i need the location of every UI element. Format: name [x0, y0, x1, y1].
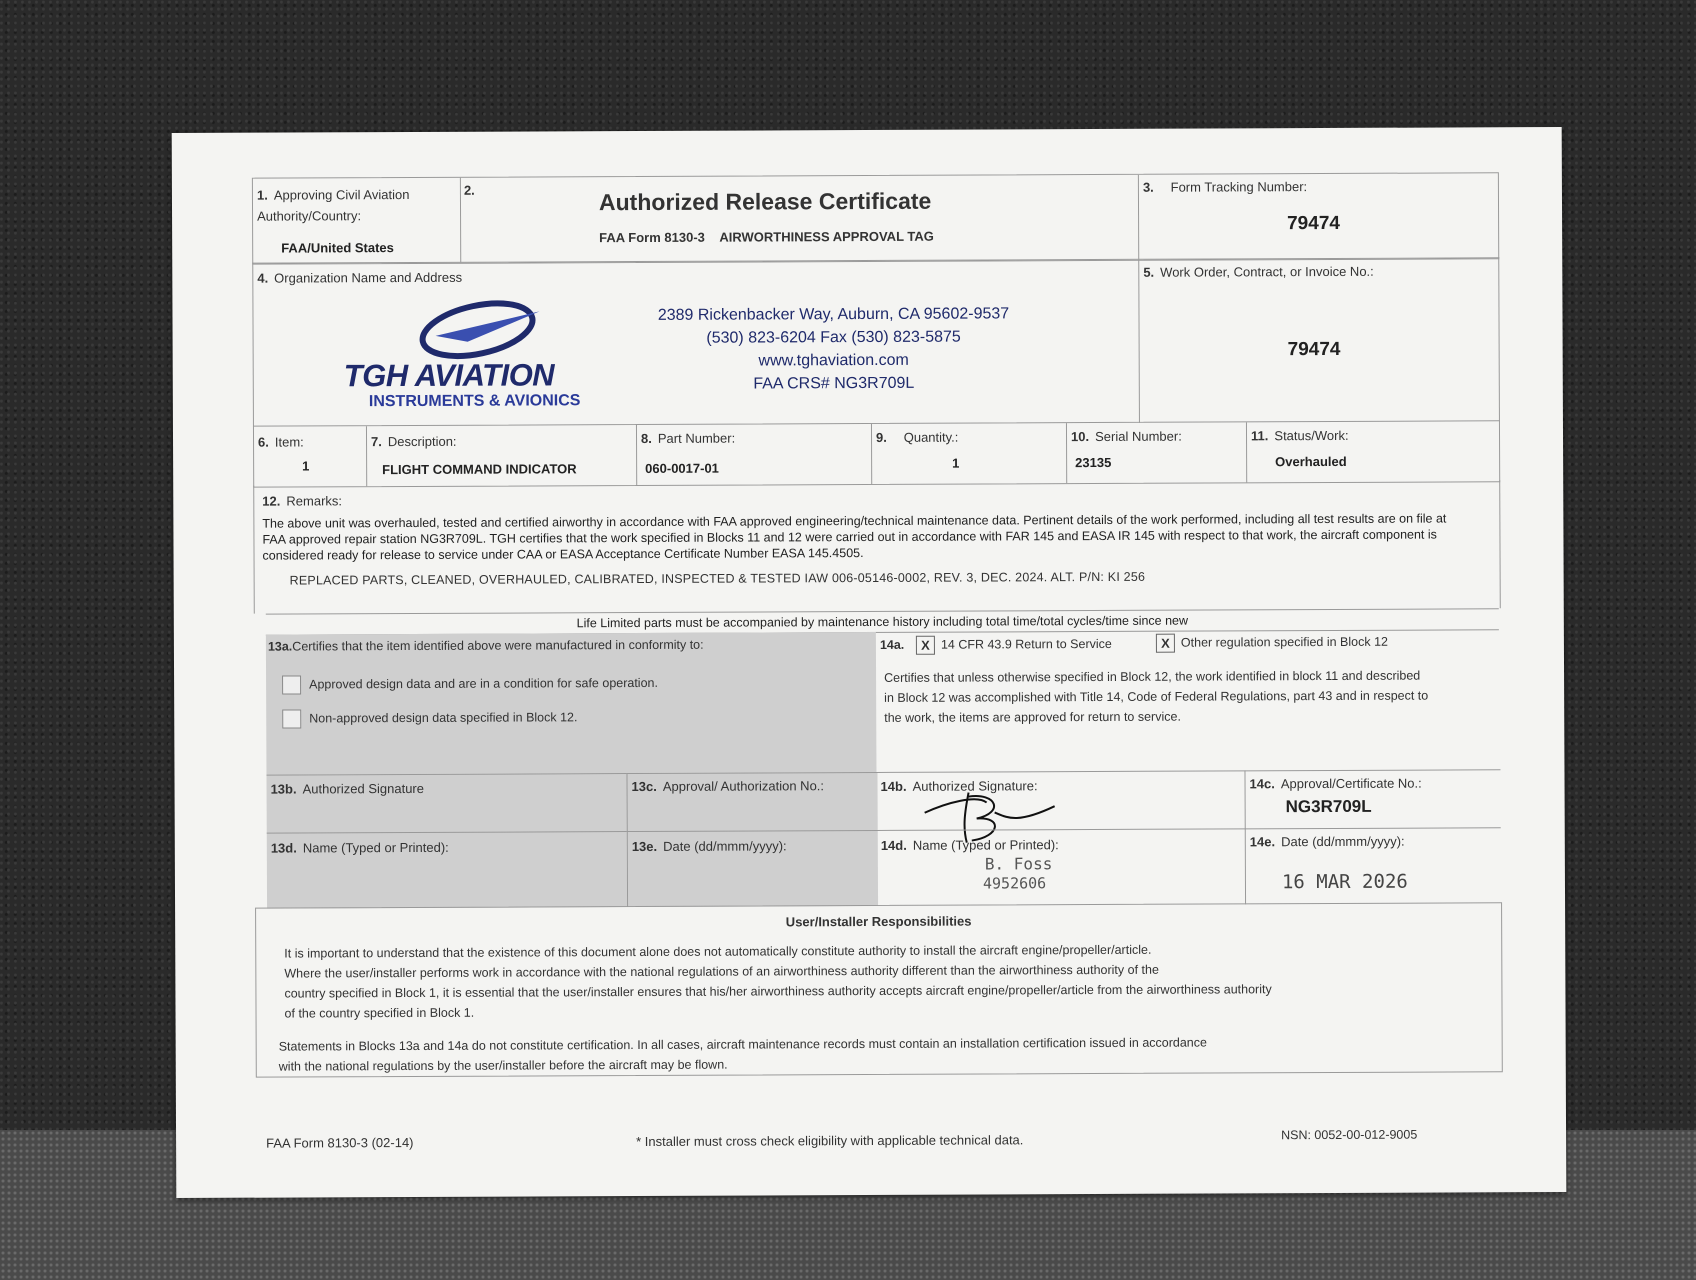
block14a: 14a. X 14 CFR 43.9 Return to Service X Other regulation specified in Block 12 Certifies that unless otherwise specified in Block 12, the work identified in block 11 and described in Block 12 was accomplished with Title 14, Code of Federal Regulations, part 43 and in respect to the work, the items are approved for return to service.	[876, 629, 1500, 772]
other-regulation-checkbox[interactable]: X	[1156, 634, 1175, 653]
return-to-service-option: X 14 CFR 43.9 Return to Service	[916, 634, 1112, 655]
status-work-cell: 11. Status/Work: Overhauled	[1246, 421, 1497, 482]
block13d: 13d. Name (Typed or Printed):	[267, 831, 627, 909]
installer-note-footer: * Installer must cross check eligibility with applicable technical data.	[636, 1132, 1024, 1150]
part-number-cell: 8. Part Number: 060-0017-01	[636, 424, 871, 485]
block1-label: 1. Approving Civil Aviation Authority/Country:	[256, 187, 410, 224]
status-work-value: Overhauled	[1275, 453, 1347, 470]
block14c: 14c. Approval/Certificate No.: NG3R709L	[1244, 769, 1500, 829]
certificate-subtitle: FAA Form 8130-3 AIRWORTHINESS APPROVAL TAG	[599, 228, 934, 246]
block5: 5. Work Order, Contract, or Invoice No.: 79474	[1138, 258, 1497, 423]
work-order-number: 79474	[1287, 338, 1341, 361]
non-approved-design-option: Non-approved design data specified in Block 12.	[282, 707, 577, 728]
serial-number-cell: 10. Serial Number: 23135	[1066, 422, 1246, 483]
responsibilities-paragraph-2: Statements in Blocks 13a and 14a do not constitute certification. In all cases, aircraft maintenance records must contain an installation certification issued in accordance with the national regulations by the user/installer before the aircraft may be flown.	[278, 1035, 1207, 1074]
nsn-footer: NSN: 0052-00-012-9005	[1281, 1127, 1418, 1143]
organization-row	[252, 257, 1500, 426]
block13c: 13c. Approval/ Authorization No.:	[626, 772, 877, 832]
remarks-text: The above unit was overhauled, tested and certified airworthy in accordance with FAA approved engineering/technical maintenance data. Pertinent details of the work performed, including all test results are on file at FAA approved repair station NG3R709L. TGH certifies that the work specified in Blocks 11 and 12 were carried out in accordance with FAR 145 and EASA IR 145 with respect to that work, the aircraft component is considered ready for release to service under CAA or EASA Acceptance Certificate Number EASA 145.4505.	[262, 511, 1447, 563]
quantity-value: 1	[952, 455, 960, 471]
certificate-title: Authorized Release Certificate	[598, 187, 932, 216]
block1-value: FAA/United States	[281, 240, 394, 256]
approved-design-checkbox[interactable]	[282, 676, 301, 695]
form-tracking-number: 79474	[1287, 212, 1340, 235]
block13a: 13a.Certifies that the item identified above were manufactured in conformity to: Approved design data and are in a condition for safe operation. Non-approved design data specified in Block 12.	[266, 632, 877, 775]
block14d: 14d. Name (Typed or Printed): B. Foss 4952606	[877, 828, 1245, 906]
approval-certificate-number: NG3R709L	[1285, 796, 1372, 817]
remarks-block: 12. Remarks: The above unit was overhauled, tested and certified airworthy in accordance with FAA approved engineering/technical maintenance data. Pertinent details of the work performed, including all test results are on file at FAA approved repair station NG3R709L. TGH certifies that the work specified in Blocks 11 and 12 were carried out in accordance with FAR 145 and EASA IR 145 with respect to that work, the aircraft component is considered ready for release to service under CAA or EASA Acceptance Certificate Number EASA 145.4505. REPLACED PARTS, CLEANED, OVERHAULED, CALIBRATED, INSPECTED & TESTED IAW 006-05146-0002, REV. 3, DEC. 2024. ALT. P/N: KI 256	[253, 480, 1501, 613]
certificate-sheet	[172, 127, 1567, 1198]
signer-number: 4952606	[982, 874, 1047, 893]
approved-design-option: Approved design data and are in a condition for safe operation.	[282, 673, 658, 695]
swoosh-logo-icon	[415, 297, 545, 360]
replaced-parts-text: REPLACED PARTS, CLEANED, OVERHAULED, CALIBRATED, INSPECTED & TESTED IAW 006-05146-0002, REV. 3, DEC. 2024. ALT. P/N: KI 256	[289, 569, 1146, 588]
block13b: 13b. Authorized Signature	[266, 773, 626, 834]
user-installer-responsibilities	[255, 902, 1503, 1077]
block4-label: 4. Organization Name and Address	[257, 269, 463, 286]
header-row	[252, 172, 1499, 264]
form-id-footer: FAA Form 8130-3 (02-14)	[266, 1134, 414, 1151]
part-number-value: 060-0017-01	[645, 460, 719, 476]
responsibilities-title: User/Installer Responsibilities	[785, 913, 972, 930]
return-to-service-checkbox[interactable]: X	[916, 636, 935, 655]
block14e: 14e. Date (dd/mmm/yyyy): 16 MAR 2026	[1245, 827, 1501, 904]
block14a-statement: Certifies that unless otherwise specified in Block 12, the work identified in block 11 and described in Block 12 was accomplished with Title 14, Code of Federal Regulations, part 43 and in respect to the work, the items are approved for return to service.	[884, 668, 1429, 725]
block3: 3. Form Tracking Number: 79474	[1138, 173, 1496, 260]
form-8130-3	[252, 172, 1497, 1151]
non-approved-design-checkbox[interactable]	[282, 710, 301, 729]
organization-address: 2389 Rickenbacker Way, Auburn, CA 95602-9537 (530) 823-6204 Fax (530) 823-5875 www.tghaviation.com FAA CRS# NG3R709L	[657, 305, 1010, 393]
quantity-cell: 9. Quantity.: 1	[871, 423, 1066, 484]
release-date: 16 MAR 2026	[1281, 870, 1408, 894]
item-value: 1	[302, 458, 310, 474]
item-label: 6. Item:	[258, 434, 304, 450]
responsibilities-paragraph-1: It is important to understand that the existence of this document alone does not automatically constitute authority to install the aircraft engine/propeller/article. Where the user/installer performs work in accordance with the national regulations of an airworthiness authority different than the airworthiness authority of the country specified in Block 1, it is essential that the user/installer ensures that his/her airworthiness authority accepts aircraft engine/propeller/article from the airworthiness authority of the country specified in Block 1.	[284, 942, 1272, 1021]
other-regulation-option: X Other regulation specified in Block 12	[1156, 632, 1388, 653]
life-limited-note: Life Limited parts must be accompanied by maintenance history including total time/total cycles/time since new	[266, 608, 1499, 635]
item-row	[253, 420, 1500, 487]
signer-name: B. Foss	[984, 854, 1053, 874]
description-value: FLIGHT COMMAND INDICATOR	[382, 461, 577, 478]
description-cell: 7. Description: FLIGHT COMMAND INDICATOR	[366, 425, 636, 486]
serial-number-value: 23135	[1075, 454, 1112, 471]
block14b: 14b. Authorized Signature:	[876, 770, 1244, 831]
tgh-aviation-logo: TGH AVIATION INSTRUMENTS & AVIONICS	[343, 297, 603, 408]
block13e: 13e. Date (dd/mmm/yyyy):	[627, 830, 878, 907]
block2: 2. Authorized Release Certificate FAA Form 8130-3 AIRWORTHINESS APPROVAL TAG	[460, 175, 1138, 263]
